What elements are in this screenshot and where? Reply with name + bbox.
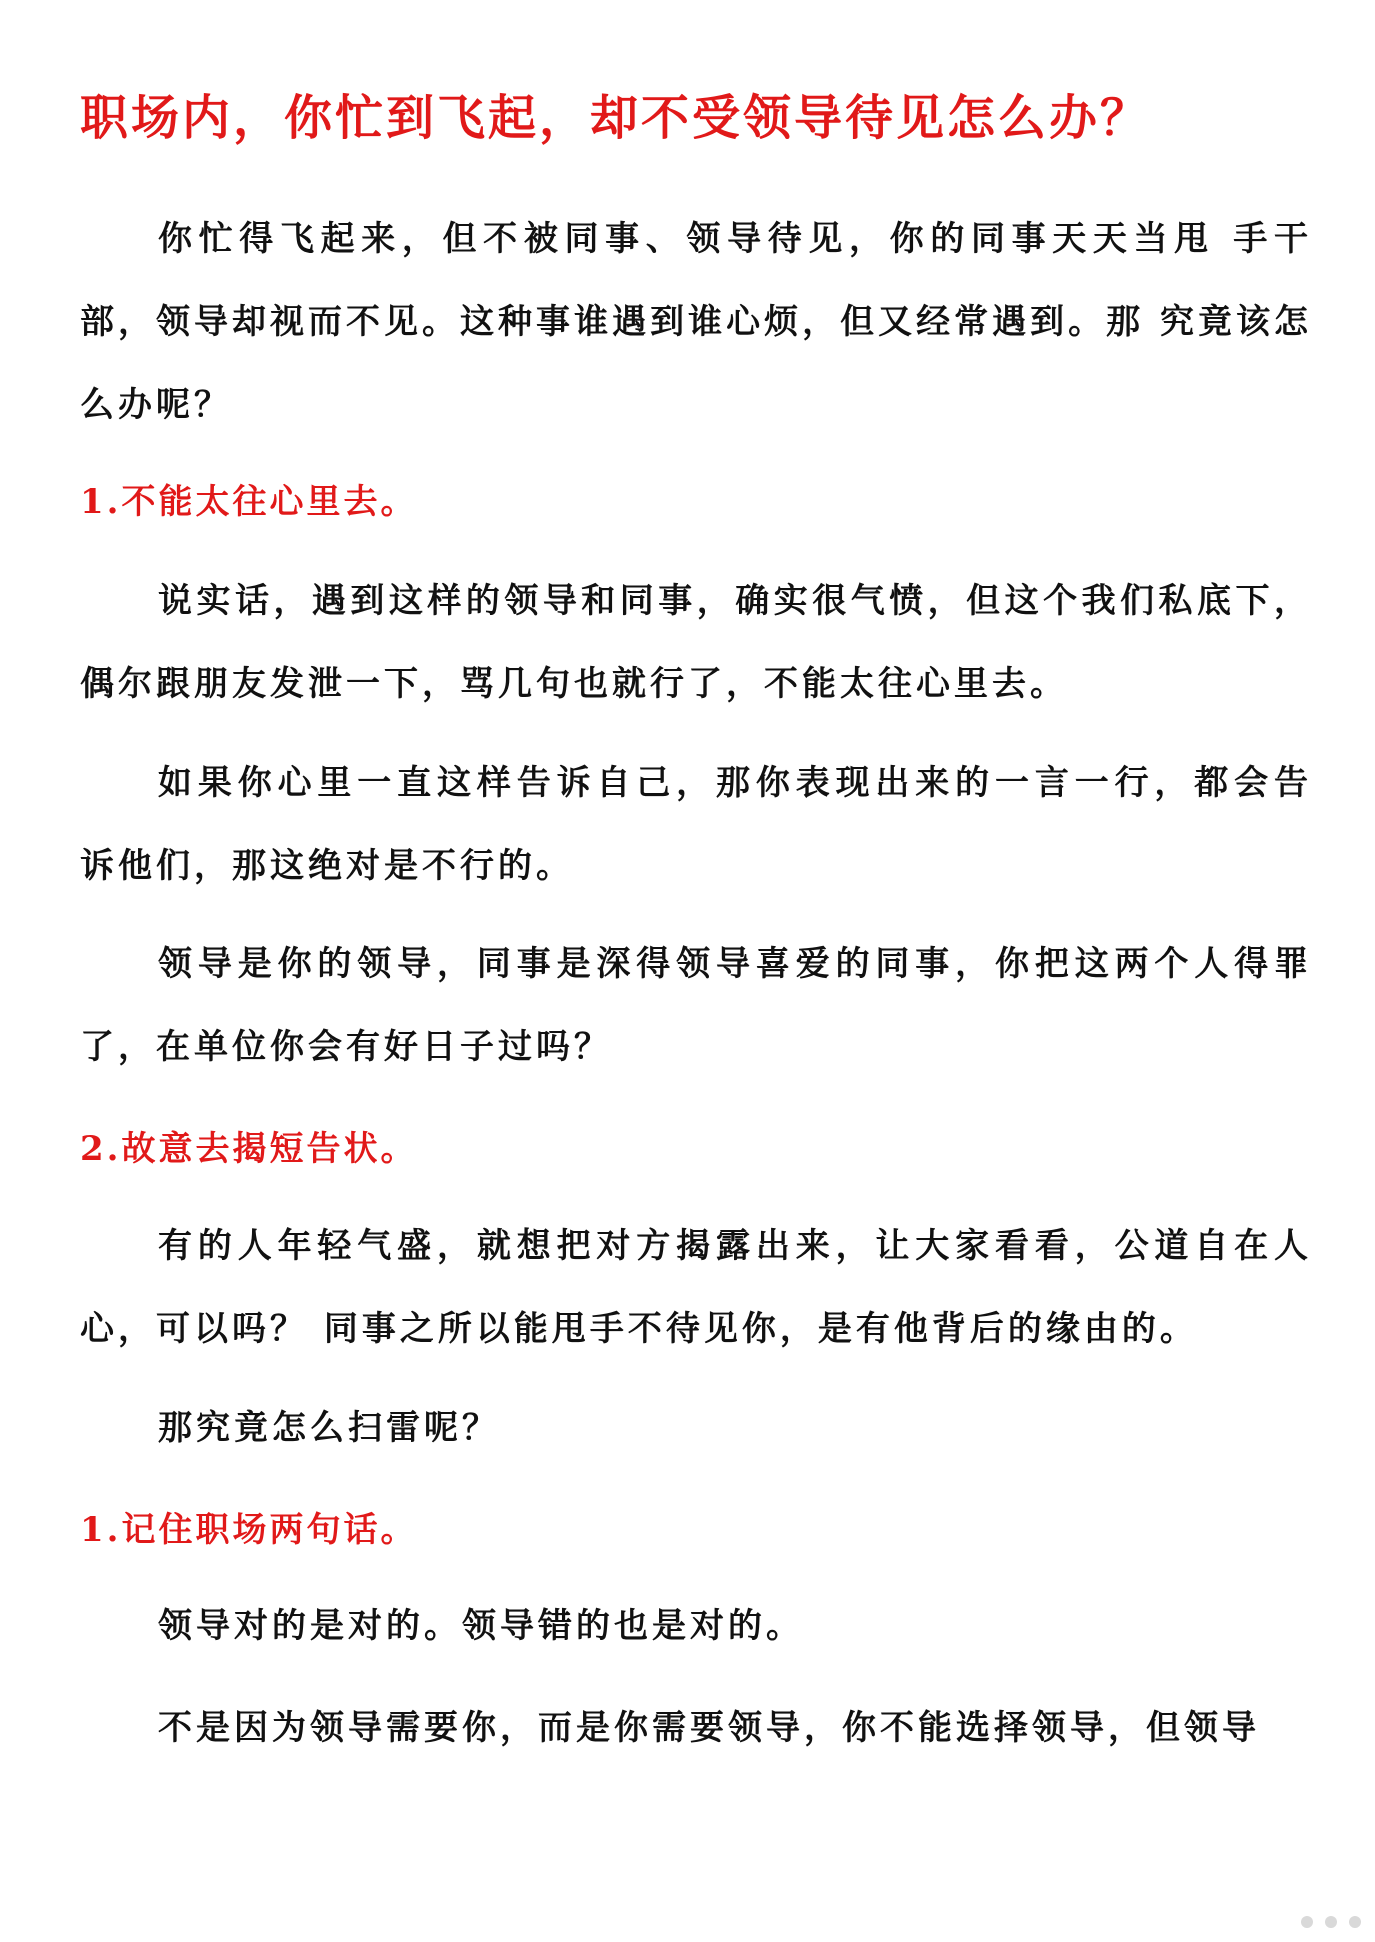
paragraph-3: 领导是你的领导，同事是深得领导喜爱的同事，你把这两个人得罪了，在单位你会有好日子过吗？ (80, 944, 1312, 1067)
paragraph-6: 领导对的是对的。领导错的也是对的。 (158, 1606, 804, 1646)
paragraph-1: 说实话，遇到这样的领导和同事，确实很气愤，但这个我们私底下，偶尔跟朋友发泄一下，骂几句也就行了，不能太往心里去。 (80, 581, 1312, 704)
paragraph-intro: 你忙得飞起来，但不被同事、领导待见，你的同事天天当甩 手干部，领导却视而不见。这种事谁遇到谁心烦，但又经常遇到。那 究竟该怎么办呢？ (80, 219, 1312, 425)
article-title: 职场内，你忙到飞起，却不受领导待见怎么办？ (80, 90, 1152, 146)
section-heading-3: 1.记住职场两句话。 (80, 1510, 418, 1550)
paragraph-4: 有的人年轻气盛，就想把对方揭露出来，让大家看看，公道自在人心，可以吗？ 同事之所以能甩手不待见你，是有他背后的缘由的。 (80, 1226, 1312, 1349)
section-heading-1: 1.不能太往心里去。 (80, 482, 418, 522)
paragraph-5: 那究竟怎么扫雷呢？ (158, 1408, 500, 1448)
paragraph-7: 不是因为领导需要你，而是你需要领导，你不能选择领导，但领导 (158, 1708, 1260, 1748)
section-heading-2: 2.故意去揭短告状。 (80, 1129, 418, 1169)
watermark-dots-icon (1297, 1910, 1367, 1934)
paragraph-2: 如果你心里一直这样告诉自己，那你表现出来的一言一行，都会告 诉他们，那这绝对是不行的。 (80, 763, 1312, 886)
